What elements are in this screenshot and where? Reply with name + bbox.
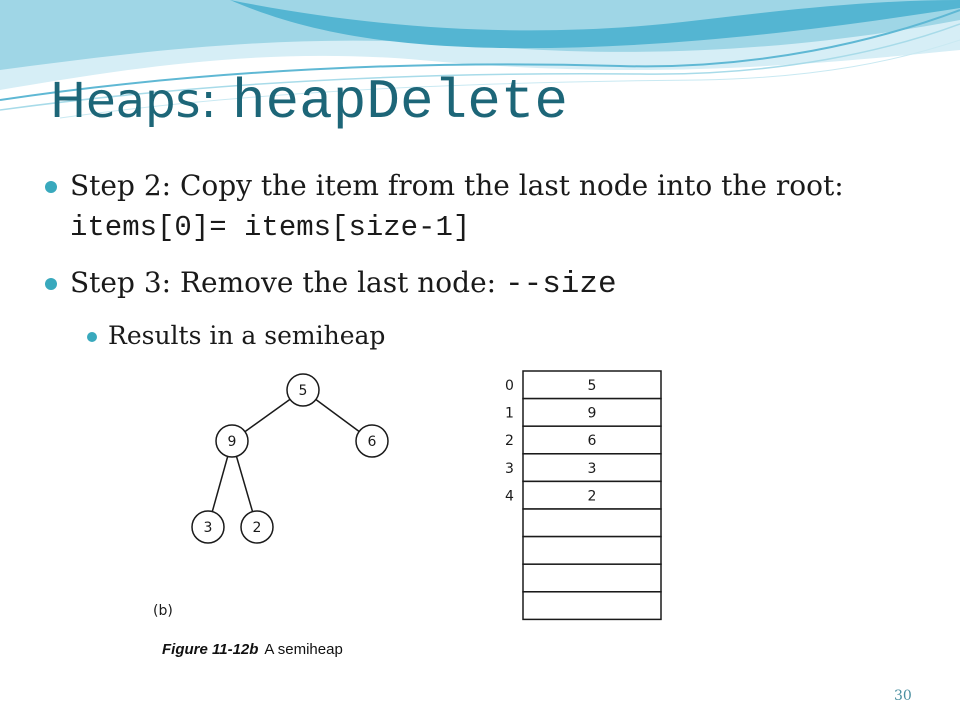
- bullet-code: --size: [504, 267, 617, 302]
- bullet-dot-icon: [87, 332, 97, 342]
- bullet-text: Step 2: Copy the item from the last node into the root:: [70, 169, 844, 202]
- tree-node: [241, 511, 273, 543]
- tree-node-value: 3: [203, 520, 213, 536]
- bullet-dot-icon: [45, 278, 57, 290]
- array-index: 3: [505, 460, 514, 477]
- tree-node-value: 2: [252, 520, 262, 536]
- tree-node: [287, 374, 319, 406]
- array-cell: [523, 592, 661, 620]
- array-cell: [523, 509, 661, 537]
- array-cell-value: 2: [587, 488, 597, 505]
- bullet-step-2: [70, 166, 890, 248]
- bullet-dot-icon: [45, 181, 57, 193]
- figure-caption: [162, 641, 343, 658]
- title-code: heapDelete: [231, 70, 569, 134]
- array-cell-value: 9: [587, 405, 597, 422]
- array-cell-value: 3: [587, 460, 597, 477]
- semiheap-figure: [150, 365, 670, 625]
- array-index: 1: [505, 405, 514, 422]
- bullet-code: items[0]= items[size-1]: [70, 211, 471, 244]
- array-cell-value: 5: [587, 378, 597, 394]
- array-cell: [523, 537, 661, 565]
- caption-label: Figure 11-12b: [162, 641, 259, 658]
- page-number: 30: [894, 688, 912, 704]
- array-cell: [523, 564, 661, 592]
- tree-node: [192, 511, 224, 543]
- array-cell-value: 6: [587, 433, 597, 450]
- bullet-step-3: [70, 263, 890, 305]
- tree-node-value: 9: [227, 434, 237, 450]
- tree-node: [356, 425, 388, 457]
- sub-bullet-text: Results in a semiheap: [108, 321, 386, 350]
- array-index: 4: [505, 488, 514, 505]
- array-index: 2: [505, 433, 514, 450]
- title-prefix: Heaps:: [50, 73, 232, 129]
- slide-title: [50, 70, 568, 134]
- tree-node-value: 5: [298, 383, 308, 399]
- caption-text: A semiheap: [264, 641, 343, 658]
- sub-bullet: [108, 318, 808, 354]
- array-diagram: [505, 371, 661, 619]
- panel-label: (b): [153, 603, 173, 619]
- tree-node-value: 6: [367, 434, 377, 450]
- tree-node: [216, 425, 248, 457]
- bullet-text: Step 3: Remove the last node:: [70, 266, 505, 299]
- array-index: 0: [505, 378, 514, 394]
